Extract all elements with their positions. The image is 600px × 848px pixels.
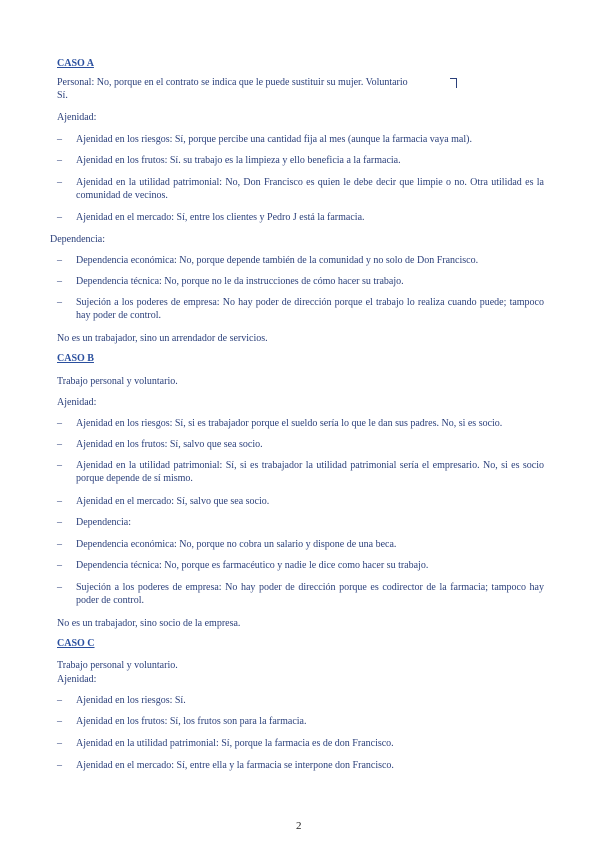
bullet-dash: – xyxy=(57,496,62,507)
case-a-ajenidad-label: Ajenidad: xyxy=(57,112,97,123)
bullet-dash: – xyxy=(57,276,62,287)
case-b-intro: Trabajo personal y voluntario. xyxy=(57,376,178,387)
bullet-dash: – xyxy=(57,716,62,727)
list-item: Ajenidad en el mercado: Sí, salvo que sea socio. xyxy=(76,496,270,507)
bullet-dash: – xyxy=(57,177,62,188)
list-item: Dependencia económica: No, porque no cobra un salario y dispone de una beca. xyxy=(76,539,397,550)
list-item: Ajenidad en el mercado: Sí, entre ella y la farmacia se interpone don Francisco. xyxy=(76,760,394,771)
bullet-dash: – xyxy=(57,695,62,706)
bullet-dash: – xyxy=(57,297,62,308)
case-b-conclusion: No es un trabajador, sino socio de la empresa. xyxy=(57,618,241,629)
case-b-heading: CASO B xyxy=(57,353,94,364)
bullet-dash: – xyxy=(57,155,62,166)
list-item: Ajenidad en la utilidad patrimonial: Sí, si es trabajador la utilidad patrimonial sería el empresario. No, si es socio porque depende de sí mismo. xyxy=(76,460,544,484)
case-c-ajenidad-label: Ajenidad: xyxy=(57,674,97,685)
list-item: Dependencia técnica: No, porque es farmacéutico y nadie le dice como hacer su trabajo. xyxy=(76,560,429,571)
case-a-conclusion: No es un trabajador, sino un arrendador de servicios. xyxy=(57,333,268,344)
list-item: Ajenidad en los riesgos: Sí, porque percibe una cantidad fija al mes (aunque la farmacia vaya mal). xyxy=(76,134,472,145)
bullet-dash: – xyxy=(57,255,62,266)
case-a-dependencia-label: Dependencia: xyxy=(50,234,105,245)
list-item: Ajenidad en los riesgos: Sí. xyxy=(76,695,186,706)
bullet-dash: – xyxy=(57,760,62,771)
case-c-intro: Trabajo personal y voluntario. xyxy=(57,660,178,671)
bullet-dash: – xyxy=(57,539,62,550)
bullet-dash: – xyxy=(57,439,62,450)
bullet-dash: – xyxy=(57,212,62,223)
list-item: Dependencia técnica: No, porque no le da instrucciones de cómo hacer su trabajo. xyxy=(76,276,404,287)
list-item: Sujeción a los poderes de empresa: No hay poder de dirección porque es codirector de la farmacia; tampoco hay poder de control. xyxy=(76,582,544,606)
case-c-heading: CASO C xyxy=(57,638,95,649)
bullet-dash: – xyxy=(57,134,62,145)
bullet-dash: – xyxy=(57,738,62,749)
list-item: Ajenidad en la utilidad patrimonial: No, Don Francisco es quien le debe decir que limpie o no. Otra utilidad es la comunidad de vecinos. xyxy=(76,177,544,201)
bullet-dash: – xyxy=(57,460,62,471)
list-item: Ajenidad en los frutos: Sí, salvo que sea socio. xyxy=(76,439,263,450)
list-item: Dependencia: xyxy=(76,517,131,528)
list-item: Ajenidad en los riesgos: Sí, si es trabajador porque el sueldo sería lo que le dan sus padres. No, si es socio. xyxy=(76,418,503,429)
list-item: Ajenidad en el mercado: Sí, entre los clientes y Pedro J está la farmacia. xyxy=(76,212,365,223)
case-b-ajenidad-label: Ajenidad: xyxy=(57,397,97,408)
list-item: Ajenidad en la utilidad patrimonial: Sí, porque la farmacia es de don Francisco. xyxy=(76,738,394,749)
case-a-si: Sí. xyxy=(57,90,68,101)
case-a-heading: CASO A xyxy=(57,58,94,69)
bullet-dash: – xyxy=(57,582,62,593)
list-item: Ajenidad en los frutos: Sí, los frutos son para la farmacia. xyxy=(76,716,307,727)
case-a-personal: Personal: No, porque en el contrato se indica que le puede sustituir su mujer. Voluntario xyxy=(57,77,408,88)
page-number: 2 xyxy=(296,820,302,832)
list-item: Dependencia económica: No, porque depende también de la comunidad y no solo de Don Francisco. xyxy=(76,255,479,266)
bullet-dash: – xyxy=(57,517,62,528)
bracket-mark xyxy=(450,78,457,88)
list-item: Sujeción a los poderes de empresa: No hay poder de dirección porque el trabajo lo realiza cuando puede; tampoco hay poder de control. xyxy=(76,297,544,321)
bullet-dash: – xyxy=(57,418,62,429)
list-item: Ajenidad en los frutos: Sí. su trabajo es la limpieza y ello beneficia a la farmacia. xyxy=(76,155,401,166)
bullet-dash: – xyxy=(57,560,62,571)
